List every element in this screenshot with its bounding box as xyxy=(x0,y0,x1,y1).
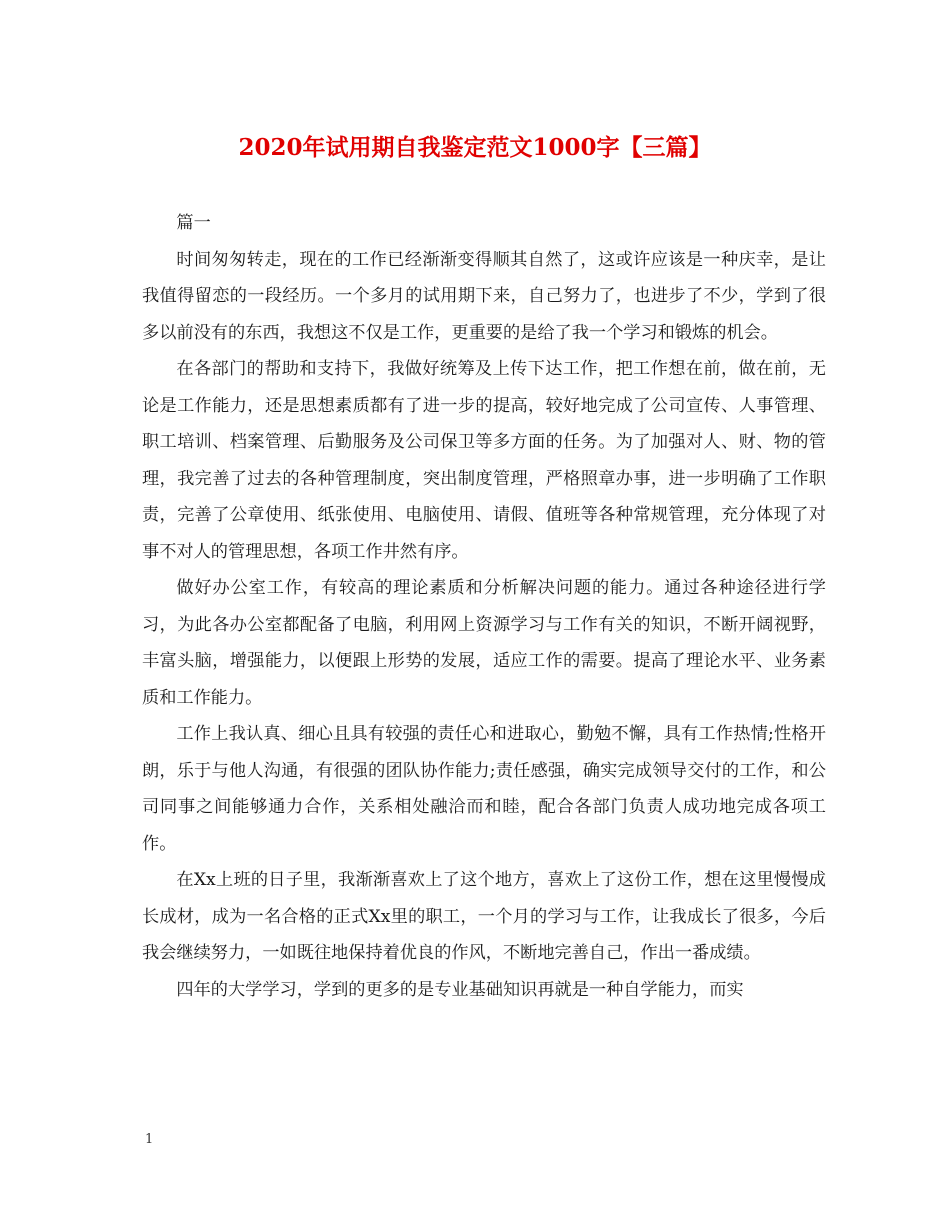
document-body xyxy=(142,205,826,1008)
paragraph-5: 在Xx上班的日子里，我渐渐喜欢上了这个地方，喜欢上了这份工作，想在这里慢慢成长成材，成为一名合格的正式Xx里的职工，一个月的学习与工作，让我成长了很多，今后我会继续努力，一如既往地保持着优良的作风，不断地完善自己，作出一番成绩。 xyxy=(142,870,826,963)
paragraph-3: 做好办公室工作，有较高的理论素质和分析解决问题的能力。通过各种途径进行学习，为此各办公室都配备了电脑，利用网上资源学习与工作有关的知识，不断开阔视野，丰富头脑，增强能力，以便跟上形势的发展，适应工作的需要。提高了理论水平、业务素质和工作能力。 xyxy=(142,578,826,708)
document-title: 2020年试用期自我鉴定范文1000字【三篇】 xyxy=(238,134,712,161)
paragraph-1: 时间匆匆转走，现在的工作已经渐渐变得顺其自然了，这或许应该是一种庆幸，是让我值得留恋的一段经历。一个多月的试用期下来，自己努力了，也进步了不少，学到了很多以前没有的东西，我想这不仅是工作，更重要的是给了我一个学习和锻炼的机会。 xyxy=(142,249,826,343)
page-number: 1 xyxy=(145,1132,154,1147)
paragraph-6: 四年的大学学习，学到的更多的是专业基础知识再就是一种自学能力，而实 xyxy=(176,979,744,1000)
section-label: 篇一 xyxy=(176,213,211,233)
paragraph-2: 在各部门的帮助和支持下，我做好统筹及上传下达工作，把工作想在前，做在前，无论是工作能力，还是思想素质都有了进一步的提高，较好地完成了公司宣传、人事管理、职工培训、档案管理、后勤服务及公司保卫等多方面的任务。为了加强对人、财、物的管理，我完善了过去的各种管理制度，突出制度管理，严格照章办事，进一步明确了工作职责，完善了公章使用、纸张使用、电脑使用、请假、值班等各种常规管理，充分体现了对事不对人的管理思想，各项工作井然有序。 xyxy=(142,359,826,562)
paragraph-4: 工作上我认真、细心且具有较强的责任心和进取心，勤勉不懈，具有工作热情;性格开朗，乐于与他人沟通，有很强的团队协作能力;责任感强，确实完成领导交付的工作，和公司同事之间能够通力合作，关系相处融洽而和睦，配合各部门负责人成功地完成各项工作。 xyxy=(142,724,826,854)
